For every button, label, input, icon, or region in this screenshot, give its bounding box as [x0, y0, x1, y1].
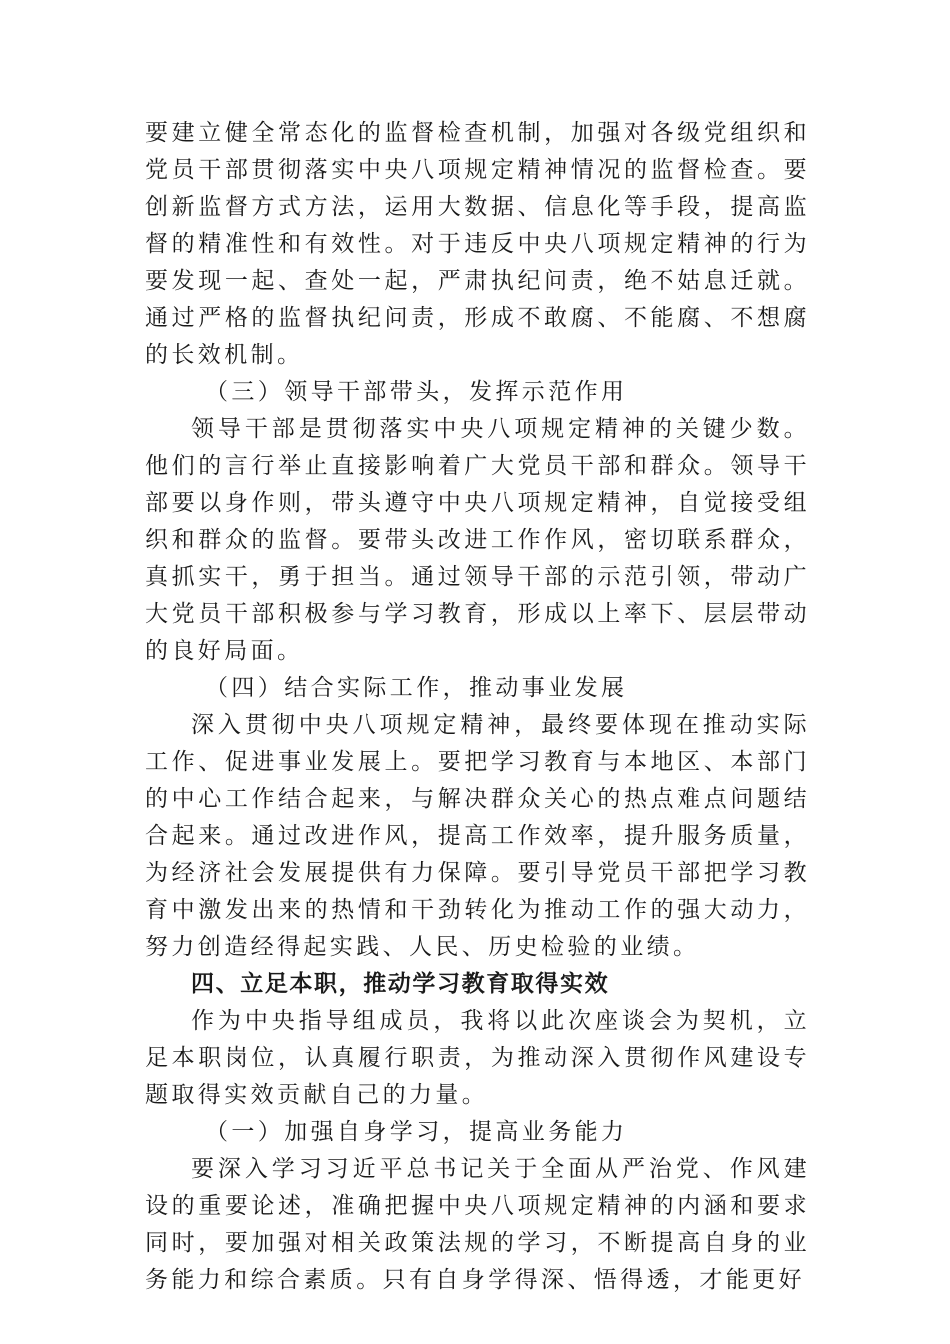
paragraph-self-study: 要深入学习习近平总书记关于全面从严治党、作风建设的重要论述，准确把握中央八项规定精神的内涵和要求同时，要加强对相关政策法规的学习，不断提高自身的业务能力和综合素质。只有自身学得深、悟得透，才能更好	[145, 1156, 810, 1293]
document-body	[145, 115, 810, 1299]
paragraph-guidance-group: 作为中央指导组成员，我将以此次座谈会为契机，立足本职岗位，认真履行职责，为推动深入贯彻作风建设专题取得实效贡献自己的力量。	[145, 1008, 810, 1108]
subheading-self-study: （一）加强自身学习，提高业务能力	[205, 1119, 628, 1145]
paragraph-leaders-example: 领导干部是贯彻落实中央八项规定精神的关键少数。他们的言行举止直接影响着广大党员干部和群众。领导干部要以身作则，带头遵守中央八项规定精神，自觉接受组织和群众的监督。要带头改进工作作风，密切联系群众，真抓实干，勇于担当。通过领导干部的示范引领，带动广大党员干部积极参与学习教育，形成以上率下、层层带动的良好局面。	[145, 416, 810, 664]
paragraph-supervision-mechanism: 要建立健全常态化的监督检查机制，加强对各级党组织和党员干部贯彻落实中央八项规定精神情况的监督检查。要创新监督方式方法，运用大数据、信息化等手段，提高监督的精准性和有效性。对于违反中央八项规定精神的行为要发现一起、查处一起，严肃执纪问责，绝不姑息迁就。通过严格的监督执纪问责，形成不敢腐、不能腐、不想腐的长效机制。	[145, 120, 810, 368]
section-heading-four: 四、立足本职，推动学习教育取得实效	[191, 971, 610, 997]
subheading-practical-work: （四）结合实际工作，推动事业发展	[205, 675, 628, 701]
paragraph-practical-work: 深入贯彻中央八项规定精神，最终要体现在推动实际工作、促进事业发展上。要把学习教育与本地区、本部门的中心工作结合起来，与解决群众关心的热点难点问题结合起来。通过改进作风，提高工作效率，提升服务质量，为经济社会发展提供有力保障。要引导党员干部把学习教育中激发出来的热情和干劲转化为推动工作的强大动力，努力创造经得起实践、人民、历史检验的业绩。	[145, 712, 810, 960]
subheading-leaders-lead: （三）领导干部带头，发挥示范作用	[205, 379, 628, 405]
